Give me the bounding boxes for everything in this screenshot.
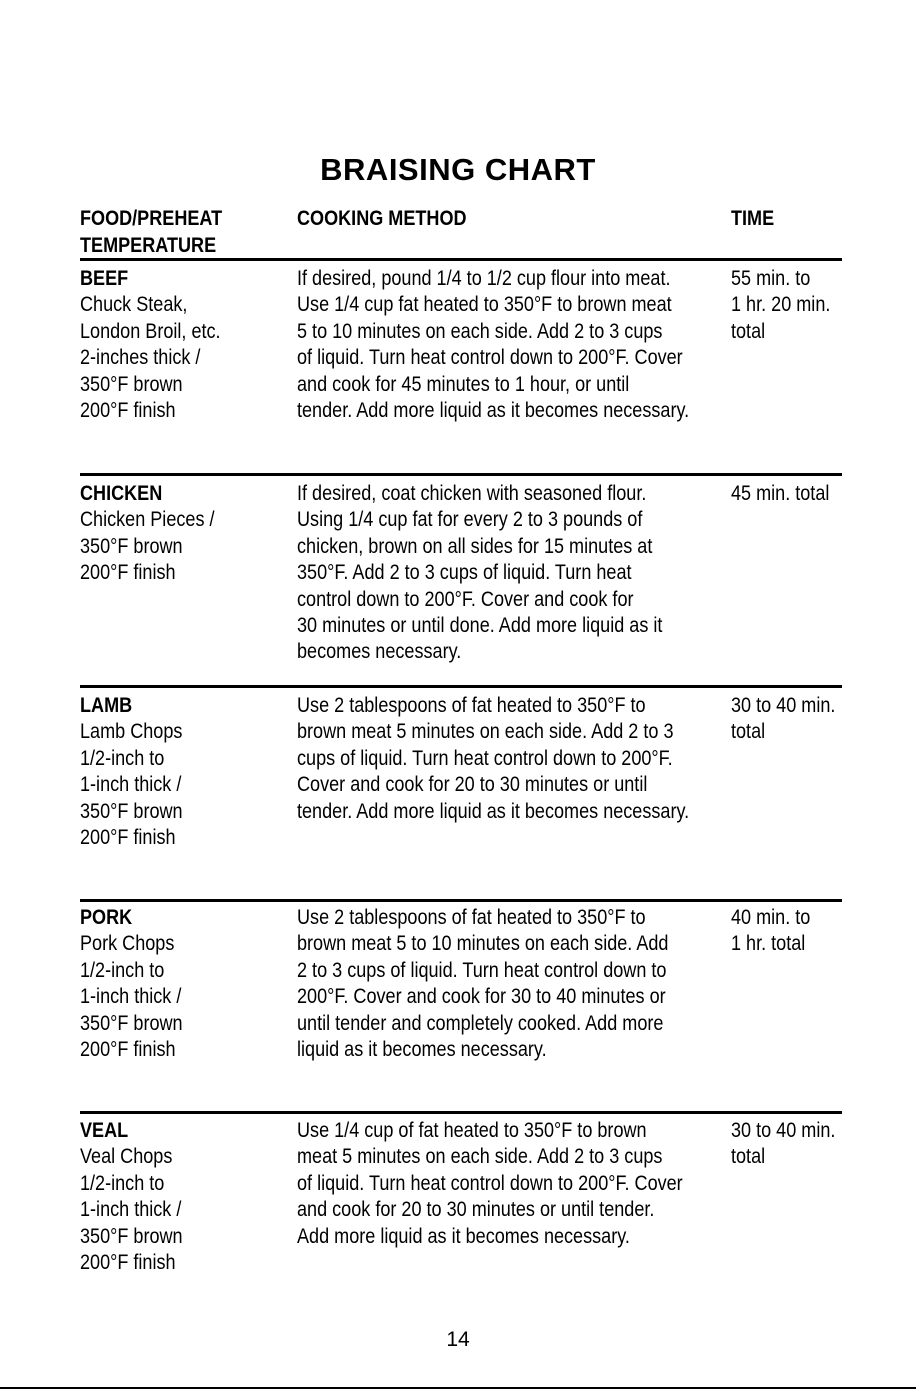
food-name: BEEF [80, 267, 129, 290]
time-line: 1 hr. total [731, 932, 806, 956]
method-line: tender. Add more liquid as it becomes necessary. [297, 399, 690, 423]
page-bottom-edge [0, 1387, 916, 1389]
food-line: Chicken Pieces / [80, 508, 215, 532]
header-method: COOKING METHOD [297, 207, 467, 230]
time-line: 30 to 40 min. [731, 694, 836, 717]
time-column [731, 481, 829, 507]
food-line: 350°F brown [80, 534, 183, 558]
food-line: 2-inches thick / [80, 346, 201, 370]
page-number: 14 [446, 1328, 470, 1351]
header-food-line-2: TEMPERATURE [80, 234, 217, 257]
time-column [731, 693, 835, 746]
method-column [297, 481, 662, 666]
method-line: and cook for 20 to 30 minutes or until tender. [297, 1198, 655, 1222]
method-line: meat 5 minutes on each side. Add 2 to 3 cups [297, 1145, 663, 1169]
food-line: Chuck Steak, [80, 293, 188, 317]
food-line: 200°F finish [80, 561, 176, 585]
method-line: tender. Add more liquid as it becomes necessary. [297, 799, 690, 823]
food-line: 350°F brown [80, 1224, 183, 1248]
method-line: chicken, brown on all sides for 15 minutes at [297, 534, 653, 558]
method-line: liquid as it becomes necessary. [297, 1038, 547, 1062]
header-food [80, 205, 222, 259]
method-line: control down to 200°F. Cover and cook for [297, 587, 634, 611]
food-line: 1/2-inch to [80, 1171, 165, 1195]
food-line: 350°F brown [80, 1011, 183, 1035]
method-line: until tender and completely cooked. Add more [297, 1011, 664, 1035]
header-rule [80, 258, 842, 261]
food-column [80, 1118, 183, 1276]
method-line: Add more liquid as it becomes necessary. [297, 1224, 630, 1248]
method-line: Use 2 tablespoons of fat heated to 350°F to [297, 906, 646, 929]
time-line: 45 min. total [731, 482, 830, 505]
method-line: 5 to 10 minutes on each side. Add 2 to 3 cups [297, 319, 663, 343]
method-line: becomes necessary. [297, 640, 462, 664]
food-name: PORK [80, 906, 133, 929]
time-line: total [731, 720, 766, 744]
food-name: CHICKEN [80, 482, 163, 505]
food-line: 1/2-inch to [80, 958, 165, 982]
food-line: 1-inch thick / [80, 1198, 182, 1222]
food-line: 200°F finish [80, 826, 176, 850]
food-column [80, 693, 183, 851]
time-line: total [731, 319, 766, 343]
method-line: brown meat 5 minutes on each side. Add 2 to 3 [297, 720, 674, 744]
header-time: TIME [731, 207, 775, 230]
food-line: Veal Chops [80, 1145, 173, 1169]
method-line: of liquid. Turn heat control down to 200°F. Cover [297, 346, 683, 370]
food-line: 350°F brown [80, 372, 183, 396]
method-line: 200°F. Cover and cook for 30 to 40 minutes or [297, 985, 666, 1009]
food-line: Lamb Chops [80, 720, 183, 744]
method-line: and cook for 45 minutes to 1 hour, or until [297, 372, 630, 396]
time-line: 55 min. to [731, 267, 811, 290]
method-line: Use 1/4 cup of fat heated to 350°F to brown [297, 1119, 647, 1142]
food-column [80, 905, 183, 1063]
food-line: 1-inch thick / [80, 985, 182, 1009]
method-line: brown meat 5 to 10 minutes on each side. Add [297, 932, 669, 956]
method-line: If desired, pound 1/4 to 1/2 cup flour into meat. [297, 267, 671, 290]
method-line: If desired, coat chicken with seasoned flour. [297, 482, 647, 505]
section-rule [80, 1111, 842, 1114]
time-line: 40 min. to [731, 906, 811, 929]
method-line: Use 1/4 cup fat heated to 350°F to brown meat [297, 293, 672, 317]
food-line: Pork Chops [80, 932, 175, 956]
food-line: 1/2-inch to [80, 746, 165, 770]
time-column [731, 905, 810, 958]
food-line: London Broil, etc. [80, 319, 221, 343]
food-line: 200°F finish [80, 1251, 176, 1275]
food-line: 200°F finish [80, 399, 176, 423]
food-name: VEAL [80, 1119, 129, 1142]
method-column [297, 1118, 683, 1250]
food-name: LAMB [80, 694, 133, 717]
method-line: 350°F. Add 2 to 3 cups of liquid. Turn heat [297, 561, 632, 585]
food-line: 200°F finish [80, 1038, 176, 1062]
method-line: cups of liquid. Turn heat control down to 200°F. [297, 746, 673, 770]
method-column [297, 693, 689, 825]
method-line: Cover and cook for 20 to 30 minutes or until [297, 773, 648, 797]
time-column [731, 1118, 835, 1171]
section-rule [80, 473, 842, 476]
section-rule [80, 899, 842, 902]
time-line: 1 hr. 20 min. [731, 293, 831, 317]
method-line: 30 minutes or until done. Add more liquid as it [297, 614, 663, 638]
section-rule [80, 685, 842, 688]
header-food-line-1: FOOD/PREHEAT [80, 207, 223, 230]
food-line: 350°F brown [80, 799, 183, 823]
method-column [297, 905, 668, 1063]
food-column [80, 481, 215, 587]
time-column [731, 266, 830, 345]
food-column [80, 266, 221, 424]
method-line: 2 to 3 cups of liquid. Turn heat control down to [297, 958, 667, 982]
time-line: 30 to 40 min. [731, 1119, 836, 1142]
method-line: Use 2 tablespoons of fat heated to 350°F to [297, 694, 646, 717]
method-column [297, 266, 689, 424]
time-line: total [731, 1145, 766, 1169]
method-line: Using 1/4 cup fat for every 2 to 3 pounds of [297, 508, 643, 532]
method-line: of liquid. Turn heat control down to 200°F. Cover [297, 1171, 683, 1195]
page-title: BRAISING CHART [320, 152, 596, 187]
food-line: 1-inch thick / [80, 773, 182, 797]
